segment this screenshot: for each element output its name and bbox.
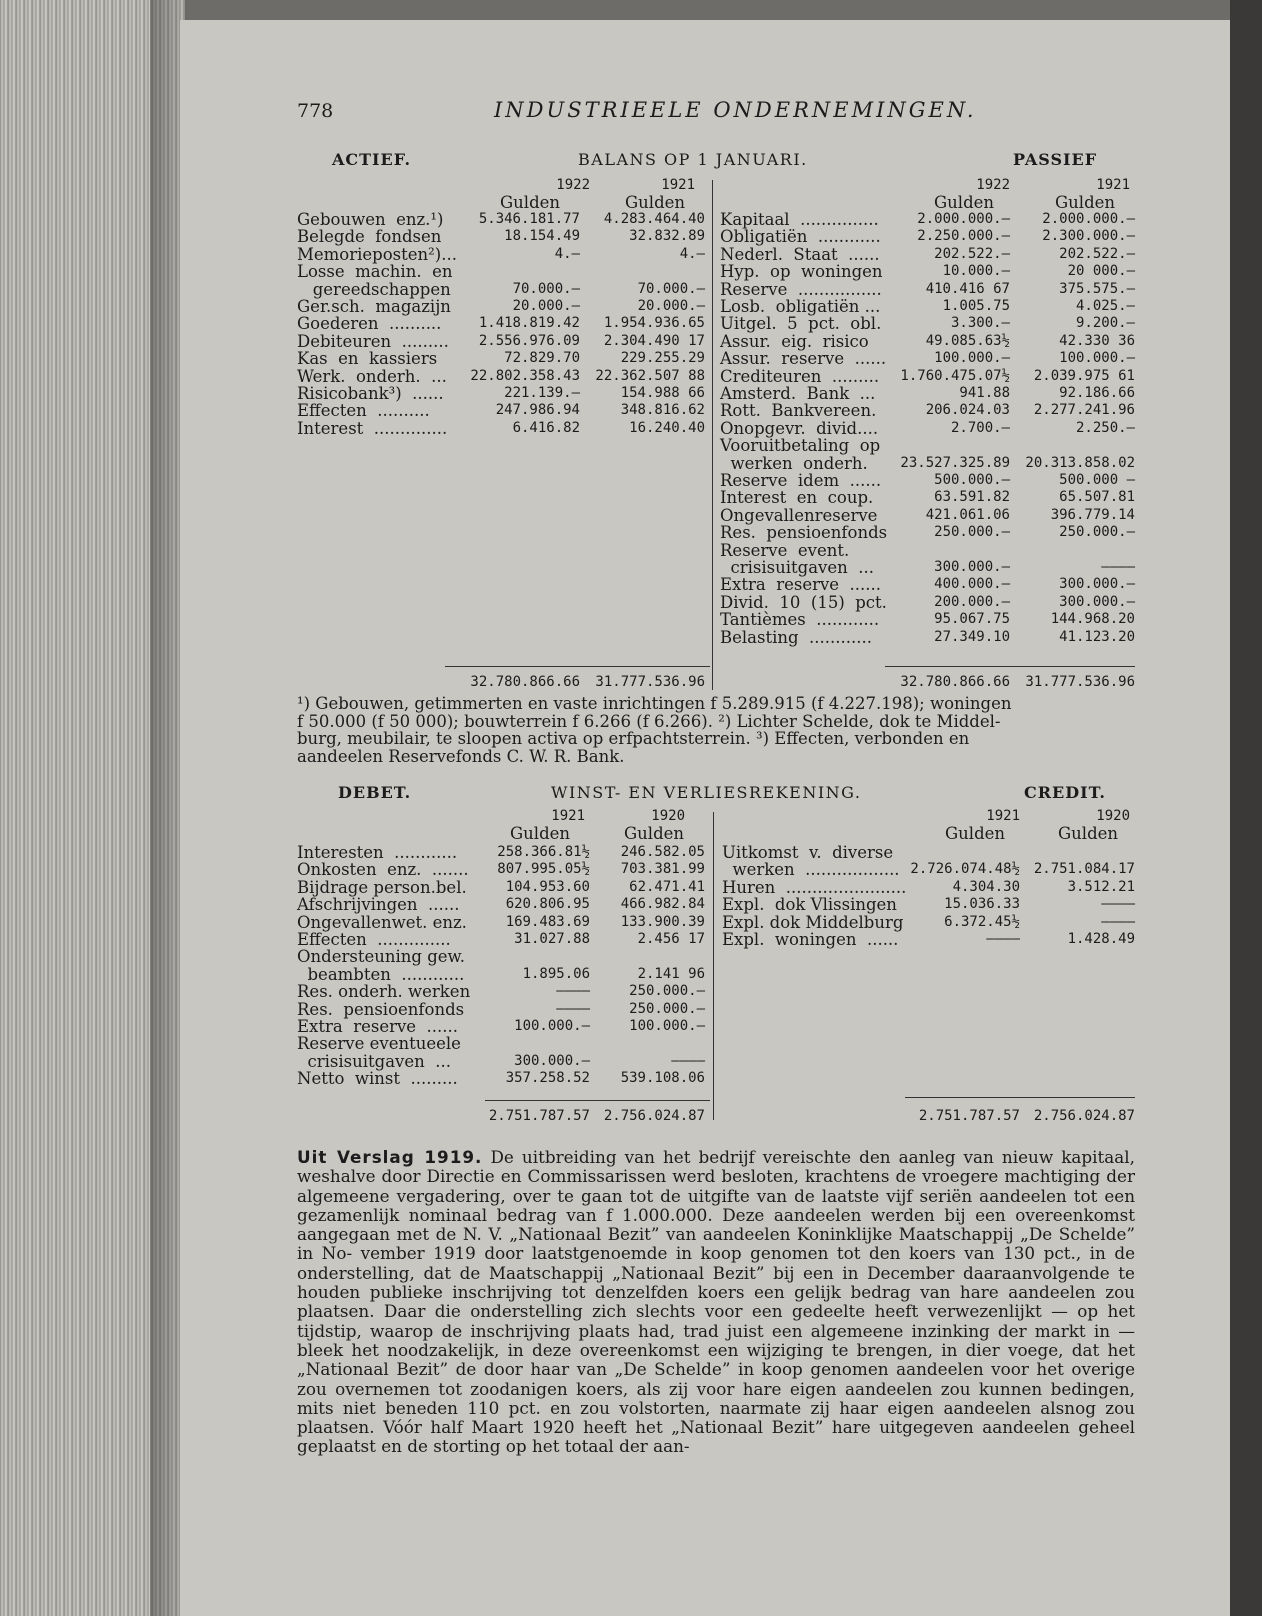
liability-row-label: Reserve idem ...... (720, 471, 882, 490)
liability-row-value-v1921: 300.000.— (1059, 593, 1135, 610)
liability-row-label: Vooruitbetaling op (720, 436, 881, 456)
liability-row-label: Uitgel. 5 pct. obl. (720, 314, 882, 334)
pl-year-col4: 1920 (1096, 808, 1130, 824)
debit-row-label: Res. pensioenfonds (297, 999, 465, 1019)
liability-row-label: Assur. eig. risico (720, 331, 869, 351)
asset-row-label: Gebouwen enz.¹) (297, 210, 444, 229)
debit-row-value-v1920: 2.141 96 (637, 965, 705, 982)
report-line: een gedeelte heeft verwezenlijkt — op het tijdstip, waarop de inschrijving plaats (297, 1301, 1135, 1341)
liability-row-value-v1922: 300.000.— (934, 559, 1010, 575)
pl-unit-col1: Gulden (510, 824, 571, 843)
liability-row-value-v1921: 100.000.— (1059, 350, 1135, 367)
credit-row-value-v1921: 4.304.30 (952, 878, 1020, 895)
asset-row-value-v1921: 4.— (679, 245, 705, 262)
liability-row-value-v1921: 2.250.— (1075, 419, 1135, 436)
liability-row-value-v1921: 41.123.20 (1059, 628, 1135, 645)
debit-row-value-v1921: 300.000.— (514, 1052, 590, 1069)
liability-row-label: Onopgevr. divid.... (720, 418, 879, 438)
debit-row-label: beambten ............ (297, 964, 465, 984)
liability-row-value-v1922: 410.416 67 (925, 280, 1010, 297)
balance-total-assets-1922: 32.780.866.66 (470, 674, 580, 690)
liability-row-value-v1922: 3.300.— (950, 315, 1010, 332)
page-number: 778 (297, 100, 334, 122)
liability-row-label: Extra reserve ...... (720, 575, 882, 595)
credit-row-value-v1920: 3.512.21 (1067, 878, 1135, 895)
liability-row-value-v1922: 941.88 (959, 385, 1010, 401)
liability-row-value-v1921: 92.186.66 (1059, 385, 1135, 401)
balance-center-rule (712, 180, 713, 690)
credit-row-value-v1920: 1.428.49 (1067, 931, 1135, 947)
debit-row-label: Onkosten enz. ....... (297, 860, 469, 880)
liability-row-label: Obligatiën ............ (720, 227, 881, 247)
credit-row-label: Expl. dok Middelburg (722, 912, 904, 932)
report-line: bedrag van hare aandeelen zou plaatsen. Daar die onderstelling zich slechts voor (297, 1282, 1135, 1322)
footnote-line: aandeelen Reservefonds C. W. R. Bank. (297, 746, 625, 766)
liability-row-label: werken onderh. (720, 453, 868, 473)
pl-unit-col3: Gulden (945, 824, 1006, 843)
liability-row-value-v1921: 20.313.858.02 (1025, 454, 1135, 471)
asset-row-value-v1921: 32.832.89 (629, 228, 705, 245)
debit-row-value-v1920: ———— (671, 1052, 705, 1069)
asset-row-value-v1921: 154.988 66 (620, 385, 705, 401)
liability-row-value-v1921: 500.000 — (1059, 472, 1135, 488)
debit-row-label: Res. onderh. werken (297, 982, 471, 1002)
liability-row-label: Belasting ............ (720, 627, 872, 647)
report-lead: Uit Verslag 1919. (297, 1147, 483, 1167)
balance-total-rule-left (445, 666, 710, 667)
liability-row-label: Crediteuren ......... (720, 366, 880, 386)
liability-row-value-v1921: 396.779.14 (1050, 506, 1135, 523)
report-line: zou overnemen tot zoodanigen koers, als zij voor hare eigen aandeelen zou kunnen (297, 1378, 1043, 1399)
liability-row-value-v1922: 49.085.63½ (925, 332, 1010, 349)
balance-year-col3: 1922 (976, 177, 1010, 193)
liability-row-value-v1922: 400.000.— (934, 576, 1010, 593)
asset-row-label: Belegde fondsen (297, 227, 442, 247)
liability-row-value-v1921: 42.330 36 (1059, 332, 1135, 349)
liability-row-value-v1921: 20 000.— (1067, 263, 1135, 280)
balance-unit-col3: Gulden (934, 193, 995, 212)
debit-row-value-v1920: 2.456 17 (637, 931, 705, 947)
asset-row-value-v1921: 20.000.— (637, 298, 705, 314)
debit-row-label: Netto winst ......... (297, 1069, 458, 1089)
asset-row-label: Losse machin. en (297, 262, 453, 282)
balance-total-rule-right (885, 666, 1135, 667)
balance-unit-col1: Gulden (500, 193, 561, 212)
debit-row-value-v1921: ———— (556, 983, 590, 1000)
report-line: van de laatste vijf seriën aandeelen tot een gezamenlijk nominaal bedrag van (297, 1185, 1136, 1225)
liability-row-value-v1922: 200.000.— (934, 593, 1010, 610)
liability-row-label: Reserve ................ (720, 279, 882, 299)
debit-row-value-v1920: 250.000.— (629, 983, 705, 1000)
liability-row-value-v1922: 63.591.82 (934, 489, 1010, 506)
asset-row-label: Ger.sch. magazijn (297, 297, 451, 316)
pl-unit-col4: Gulden (1058, 824, 1119, 843)
asset-row-value-v1922: 70.000.— (512, 280, 580, 297)
pl-year-col3: 1921 (986, 808, 1020, 824)
liability-row-value-v1922: 2.250.000.— (917, 228, 1010, 245)
liability-row-value-v1921: 2.277.241.96 (1033, 402, 1135, 419)
liability-row-value-v1922: 100.000.— (934, 350, 1010, 367)
liability-row-value-v1922: 10.000.— (942, 263, 1010, 280)
liability-row-value-v1921: ———— (1101, 559, 1135, 575)
asset-row-label: Interest .............. (297, 418, 448, 438)
debit-row-label: Extra reserve ...... (297, 1017, 459, 1036)
pl-left-heading: DEBET. (338, 783, 412, 802)
asset-row-label: Goederen .......... (297, 314, 442, 334)
report-line: aandeelen alsnog zou plaatsen. Vóór half Maart 1920 heeft het „Nationaal Bezit” (297, 1397, 1135, 1438)
liability-row-label: Tantièmes ............ (720, 610, 880, 630)
liability-row-value-v1921: 300.000.— (1059, 576, 1135, 593)
debit-row-value-v1920: 250.000.— (629, 1000, 705, 1017)
balance-unit-col4: Gulden (1055, 193, 1116, 212)
pl-center-rule (713, 812, 714, 1120)
pl-total-debit-1921: 2.751.787.57 (488, 1108, 590, 1124)
report-paragraph (297, 1148, 1135, 1457)
pl-total-credit-1921: 2.751.787.57 (918, 1108, 1020, 1124)
report-line: de onderstelling, dat de Maatschappij „Nationaal Bezit” bij een in December (297, 1243, 1136, 1283)
liability-row-label: Amsterd. Bank ... (720, 384, 876, 403)
debit-row-value-v1921: 169.483.69 (505, 913, 590, 930)
background-edge (1230, 0, 1262, 1616)
liability-row-value-v1922: 421.061.06 (925, 506, 1010, 523)
debit-row-label: Afschrijvingen ...... (297, 895, 460, 915)
asset-row-label: Kas en kassiers (297, 349, 438, 369)
liability-row-value-v1921: 2.300.000.— (1042, 228, 1135, 245)
asset-row-value-v1922: 22.802.358.43 (470, 367, 580, 384)
debit-row-value-v1920: 246.582.05 (620, 844, 705, 860)
liability-row-value-v1921: 250.000.— (1059, 524, 1135, 541)
debit-row-value-v1920: 62.471.41 (629, 878, 705, 895)
pl-total-credit-1920: 2.756.024.87 (1033, 1108, 1135, 1124)
credit-row-value-v1921: 2.726.074.48½ (910, 861, 1020, 878)
liability-row-value-v1921: 65.507.81 (1059, 489, 1135, 506)
debit-row-value-v1920: 466.982.84 (620, 896, 705, 913)
pl-total-rule-left (485, 1100, 710, 1101)
debit-row-label: crisisuitgaven ... (297, 1051, 451, 1071)
pl-title: WINST- EN VERLIESREKENING. (551, 783, 862, 802)
liability-row-value-v1921: 202.522.— (1059, 245, 1135, 262)
asset-row-label: gereedschappen (297, 279, 451, 299)
debit-row-label: Ongevallenwet. enz. (297, 912, 467, 932)
liability-row-value-v1922: 2.700.— (950, 419, 1010, 436)
asset-row-value-v1921: 1.954.936.65 (603, 315, 705, 332)
credit-row-value-v1921: ———— (986, 931, 1020, 947)
liability-row-value-v1922: 95.067.75 (934, 611, 1010, 628)
asset-row-value-v1922: 6.416.82 (512, 419, 580, 436)
liability-row-label: Nederl. Staat ...... (720, 244, 880, 264)
debit-row-value-v1920: 133.900.39 (620, 913, 705, 930)
report-line: hare uitgegeven aandeelen geheel geplaatst en de storting op het totaal der aan- (297, 1417, 1135, 1457)
liability-row-label: Reserve event. (720, 540, 850, 560)
asset-row-label: Effecten .......... (297, 401, 430, 421)
report-line: Bezit” de door haar van „De Schelde” in koop genomen aandeelen voor het overige (396, 1359, 1135, 1380)
asset-row-value-v1921: 348.816.62 (620, 402, 705, 419)
liability-row-value-v1922: 27.349.10 (934, 628, 1010, 645)
report-line: bedingen, mits niet beneden 110 pct. en zou volstorten, naarmate zij haar eigen (297, 1378, 1135, 1418)
running-head: INDUSTRIEELE ONDERNEMINGEN. (494, 98, 977, 122)
report-text (297, 1148, 1135, 1457)
balance-total-liab-1921: 31.777.536.96 (1025, 674, 1135, 690)
debit-row-value-v1921: 104.953.60 (505, 878, 590, 895)
asset-row-value-v1922: 4.— (554, 245, 580, 262)
pl-year-col1: 1921 (551, 808, 585, 824)
debit-row-label: Bijdrage person.bel. (297, 877, 467, 897)
balance-year-col4: 1921 (1096, 177, 1130, 193)
asset-row-value-v1922: 2.556.976.09 (478, 332, 580, 349)
debit-row-label: Ondersteuning gew. (297, 947, 465, 967)
asset-row-label: Debiteuren ......... (297, 331, 449, 351)
debit-row-label: Interesten ............ (297, 843, 458, 862)
asset-row-value-v1922: 20.000.— (512, 298, 580, 314)
debit-row-value-v1921: 807.995.05½ (497, 861, 590, 878)
debit-row-value-v1921: 620.806.95 (505, 896, 590, 913)
credit-row-label: werken .................. (722, 860, 900, 880)
credit-row-label: Huren ....................... (722, 877, 907, 897)
debit-row-value-v1921: 31.027.88 (514, 931, 590, 947)
asset-row-value-v1922: 221.139.— (504, 385, 580, 401)
footnote-line: ¹) Gebouwen, getimmerten en vaste inrichtingen f 5.289.915 (f 4.227.198); woningen (297, 694, 1012, 713)
asset-row-value-v1922: 72.829.70 (504, 350, 580, 367)
asset-row-value-v1922: 247.986.94 (495, 402, 580, 419)
credit-row-value-v1921: 6.372.45½ (944, 913, 1020, 930)
liability-row-label: Losb. obligatiën ... (720, 297, 881, 316)
liability-row-label: Assur. reserve ...... (720, 349, 887, 369)
liability-row-value-v1922: 1.005.75 (942, 298, 1010, 314)
liability-row-value-v1922: 500.000.— (934, 472, 1010, 488)
liability-row-value-v1922: 2.000.000.— (917, 211, 1010, 227)
asset-row-value-v1921: 22.362.507 88 (595, 367, 705, 384)
asset-row-value-v1921: 229.255.29 (620, 350, 705, 367)
credit-row-value-v1920: ———— (1101, 896, 1135, 913)
report-line: f 1.000.000. Deze aandeelen werden bij een overeenkomst aangegaan met de N. V. (297, 1204, 1135, 1245)
report-line: de vroegere machtiging der algemeene vergadering, over te gaan tot de uitgifte (297, 1166, 1135, 1206)
report-line: „Nationaal Bezit” van aandeelen Koninklijke Maatschappij „De Schelde” in No- (297, 1224, 1135, 1264)
liability-row-value-v1922: 202.522.— (934, 245, 1010, 262)
liability-row-value-v1922: 206.024.03 (925, 402, 1010, 419)
liability-row-label: Ongevallenreserve (720, 505, 878, 525)
balance-year-col2: 1921 (661, 177, 695, 193)
report-line: De uitbreiding van het bedrijf vereischte den aanleg van (482, 1147, 994, 1167)
footnote-line: burg, meubilair, te sloopen activa op erfpachtsterrein. ³) Effecten, verbonden en (297, 729, 970, 748)
balance-left-heading: ACTIEF. (332, 150, 412, 169)
balance-year-col1: 1922 (556, 177, 590, 193)
debit-row-value-v1921: 1.895.06 (522, 965, 590, 982)
credit-row-value-v1921: 15.036.33 (944, 896, 1020, 913)
report-line: in deze overeenkomst een wijziging te brengen, in dier voege, dat het „Nationaal (297, 1339, 1135, 1380)
liability-row-value-v1922: 23.527.325.89 (900, 454, 1010, 471)
debit-row-value-v1921: 357.258.52 (505, 1070, 590, 1087)
pl-total-debit-1920: 2.756.024.87 (603, 1108, 705, 1124)
liability-row-label: Res. pensioenfonds (720, 523, 888, 543)
liability-row-value-v1921: 144.968.20 (1050, 611, 1135, 628)
pl-total-rule-right (905, 1097, 1135, 1098)
asset-row-value-v1921: 70.000.— (637, 280, 705, 297)
balance-total-assets-1921: 31.777.536.96 (595, 674, 705, 690)
report-line: daaraanvolgende te houden publieke inschrijving tot denzelfden koers een gelijk (297, 1262, 1135, 1303)
credit-row-value-v1920: 2.751.084.17 (1033, 861, 1135, 878)
liability-row-value-v1921: 2.000.000.— (1042, 211, 1135, 227)
report-line: nieuw kapitaal, weshalve door Directie en Commissarissen werd besloten, krachtens (297, 1147, 1135, 1187)
debit-row-value-v1921: 258.366.81½ (497, 844, 590, 860)
credit-row-label: Expl. woningen ...... (722, 930, 899, 949)
report-line: had, trad juist een algemeene inzinking der markt in — bleek het noodzakelijk, (297, 1320, 1135, 1360)
asset-row-value-v1922: 18.154.49 (504, 228, 580, 245)
debit-row-value-v1920: 703.381.99 (620, 861, 705, 878)
asset-row-value-v1922: 1.418.819.42 (478, 315, 580, 332)
liability-row-value-v1921: 375.575.— (1059, 280, 1135, 297)
pl-right-heading: CREDIT. (1024, 783, 1106, 802)
liability-row-label: Interest en coup. (720, 488, 874, 508)
credit-row-label: Uitkomst v. diverse (722, 843, 894, 862)
debit-row-value-v1920: 539.108.06 (620, 1070, 705, 1087)
debit-row-value-v1920: 100.000.— (629, 1018, 705, 1034)
asset-row-value-v1922: 5.346.181.77 (478, 211, 580, 227)
report-line: vember 1919 door laatstgenoemde in koop genomen tot den koers van 130 pct., in (360, 1243, 1106, 1264)
debit-row-label: Reserve eventueele (297, 1034, 461, 1054)
pl-year-col2: 1920 (651, 808, 685, 824)
asset-row-label: Memorieposten²)... (297, 244, 457, 264)
liability-row-label: Kapitaal ............... (720, 210, 879, 229)
credit-row-value-v1920: ———— (1101, 913, 1135, 930)
liability-row-label: crisisuitgaven ... (720, 558, 874, 577)
balance-title: BALANS OP 1 JANUARI. (578, 150, 808, 169)
balance-unit-col2: Gulden (625, 193, 686, 212)
asset-row-value-v1921: 16.240.40 (629, 419, 705, 436)
balance-right-heading: PASSIEF (1013, 150, 1098, 169)
debit-row-value-v1921: 100.000.— (514, 1018, 590, 1034)
liability-row-value-v1921: 9.200.— (1075, 315, 1135, 332)
liability-row-label: Rott. Bankvereen. (720, 401, 877, 421)
footnote-line: f 50.000 (f 50 000); bouwterrein f 6.266 (f 6.266). ²) Lichter Schelde, dok te Middel- (297, 711, 1001, 731)
asset-row-label: Werk. onderh. ... (297, 366, 447, 386)
debit-row-value-v1921: ———— (556, 1000, 590, 1017)
liability-row-label: Hyp. op woningen (720, 262, 883, 282)
liability-row-value-v1921: 4.025.— (1075, 298, 1135, 314)
balance-total-liab-1922: 32.780.866.66 (900, 674, 1010, 690)
asset-row-value-v1921: 2.304.490 17 (603, 332, 705, 349)
liability-row-value-v1921: 2.039.975 61 (1033, 367, 1135, 384)
liability-row-value-v1922: 250.000.— (934, 524, 1010, 541)
liability-row-label: Divid. 10 (15) pct. (720, 592, 887, 612)
asset-row-value-v1921: 4.283.464.40 (603, 211, 705, 227)
liability-row-value-v1922: 1.760.475.07½ (900, 367, 1010, 384)
credit-row-label: Expl. dok Vlissingen (722, 895, 897, 915)
pl-unit-col2: Gulden (624, 824, 685, 843)
debit-row-label: Effecten .............. (297, 930, 451, 949)
asset-row-label: Risicobank³) ...... (297, 384, 444, 403)
